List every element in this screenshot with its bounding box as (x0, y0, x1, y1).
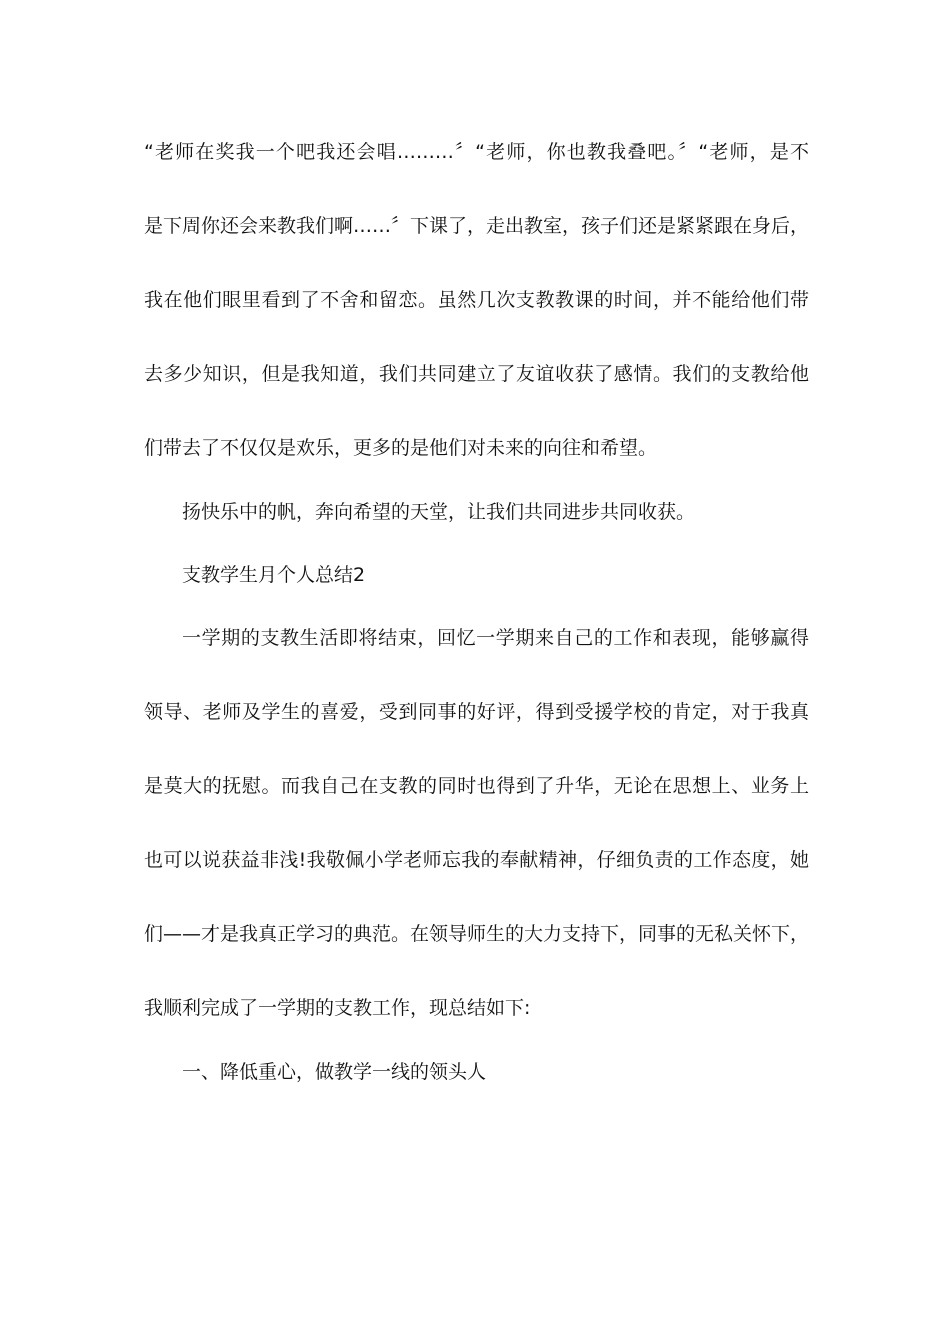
paragraph-line: 我在他们眼里看到了不舍和留恋。虽然几次支教教课的时间，并不能给他们带 (144, 289, 809, 311)
section-heading: 支教学生月个人总结2 (182, 564, 366, 586)
paragraph-line: 们带去了不仅仅是欢乐，更多的是他们对未来的向往和希望。 (144, 437, 658, 459)
paragraph-line: “老师在奖我一个吧我还会唱………〞“老师，你也教我叠吧。〞“老师，是不 (144, 141, 809, 163)
paragraph-line: 也可以说获益非浅!我敬佩小学老师忘我的奉献精神，仔细负责的工作态度，她 (144, 849, 809, 871)
paragraph-line: 扬快乐中的帆，奔向希望的天堂，让我们共同进步共同收获。 (182, 501, 696, 523)
paragraph-line: 我顺利完成了一学期的支教工作，现总结如下: (144, 997, 531, 1019)
paragraph-line: 是莫大的抚慰。而我自己在支教的同时也得到了升华，无论在思想上、业务上 (144, 775, 809, 797)
paragraph-line: 们——才是我真正学习的典范。在领导师生的大力支持下，同事的无私关怀下， (144, 923, 810, 945)
paragraph-line: 是下周你还会来教我们啊……〞下课了，走出教室，孩子们还是紧紧跟在身后， (144, 215, 810, 237)
paragraph-line: 一学期的支教生活即将结束，回忆一学期来自己的工作和表现，能够赢得 (182, 627, 809, 649)
paragraph-line: 领导、老师及学生的喜爱，受到同事的好评，得到受援学校的肯定，对于我真 (144, 701, 809, 723)
subsection-heading: 一、降低重心，做教学一线的领头人 (182, 1061, 487, 1083)
paragraph-line: 去多少知识，但是我知道，我们共同建立了友谊收获了感情。我们的支教给他 (144, 363, 809, 385)
